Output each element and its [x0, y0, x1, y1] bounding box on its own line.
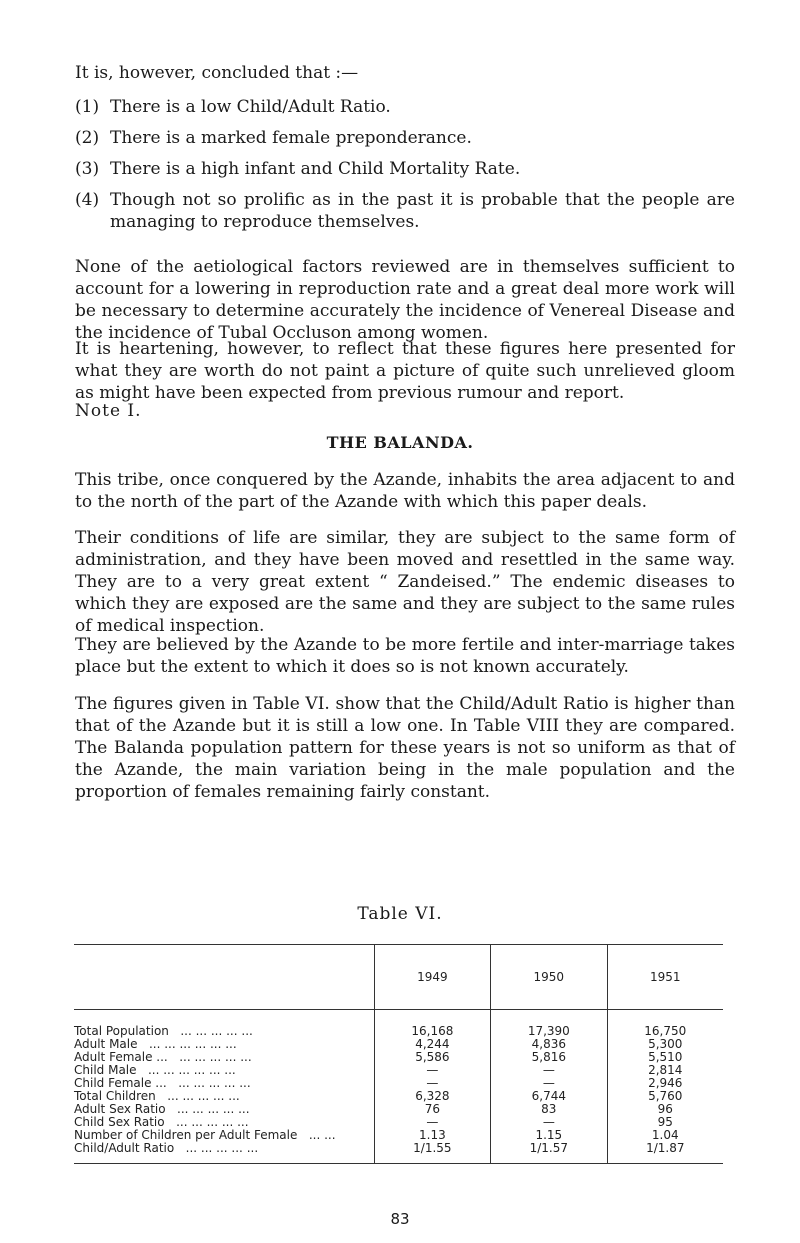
table-cell: 2,814	[607, 1064, 723, 1077]
column-header: 1950	[491, 945, 607, 1010]
row-label-dots: ... ... ... ... ...	[185, 1141, 259, 1155]
list-item-number: (1)	[75, 97, 100, 117]
table-cell: 1.04	[607, 1129, 723, 1142]
list-item-text: There is a low Child/Adult Ratio.	[110, 97, 391, 117]
table-cell: 83	[491, 1103, 607, 1116]
list-item-number: (4)	[75, 190, 100, 210]
row-label	[74, 1010, 374, 1039]
paragraph-heartening: It is heartening, however, to reflect that these figures here presented for what they are worth do not paint a picture of quite such unrelieved gloom as might have been expected from previous rumour and report.	[75, 339, 735, 403]
table-cell: —	[491, 1064, 607, 1077]
list-item-text: Though not so prolific as in the past it is probable that the people are managing to reproduce themselves.	[110, 190, 735, 232]
row-label-text: Adult Female ...	[74, 1050, 168, 1064]
note-heading: Note I.	[75, 401, 142, 421]
table-cell: 5,300	[607, 1038, 723, 1051]
table-cell: 5,510	[607, 1051, 723, 1064]
column-header: 1951	[607, 945, 723, 1010]
table-cell: 5,760	[607, 1090, 723, 1103]
row-label-dots: ... ... ... ... ... ...	[148, 1037, 237, 1051]
section-title: THE BALANDA.	[326, 433, 474, 452]
row-label-text: Number of Children per Adult Female	[74, 1128, 298, 1142]
page-number: 83	[390, 1210, 410, 1228]
table-cell: —	[374, 1116, 490, 1129]
row-label-text: Adult Male	[74, 1037, 138, 1051]
paragraph-tribe: This tribe, once conquered by the Azande, inhabits the area adjacent to and to the north of the part of the Azande with which this paper deals.	[75, 470, 735, 512]
table-cell: 16,750	[607, 1010, 723, 1039]
table-cell: 4,244	[374, 1038, 490, 1051]
list-item	[75, 158, 735, 180]
row-label-dots: ... ... ... ... ...	[178, 1076, 251, 1090]
table-cell: —	[374, 1064, 490, 1077]
row-label-dots: ... ... ... ... ...	[167, 1089, 240, 1103]
list-item	[75, 127, 735, 149]
table-cell: 1/1.57	[491, 1142, 607, 1164]
list-item-number: (2)	[75, 128, 100, 148]
table-cell: 96	[607, 1103, 723, 1116]
row-label-text: Child Female ...	[74, 1076, 167, 1090]
list-item	[75, 96, 735, 118]
table-cell: 95	[607, 1116, 723, 1129]
table-cell: 5,816	[491, 1051, 607, 1064]
table-row	[74, 1010, 723, 1039]
table-cell: 6,328	[374, 1090, 490, 1103]
intro-text: It is, however, concluded that :—	[75, 63, 359, 83]
column-header: 1949	[374, 945, 490, 1010]
table-caption: Table VI.	[357, 904, 443, 924]
table-cell: 6,744	[491, 1090, 607, 1103]
table-cell: 2,946	[607, 1077, 723, 1090]
list-item-text: There is a high infant and Child Mortality Rate.	[110, 159, 521, 179]
list-item	[75, 189, 735, 233]
table-cell: 4,836	[491, 1038, 607, 1051]
paragraph-figures: The figures given in Table VI. show that the Child/Adult Ratio is higher than that of the Azande but it is still a low one. In Table VIII they are compared. The Balanda population pattern for these years is not so uniform as that of the Azande, the main variation being in the male population and the proportion of females remaining fairly constant.	[75, 694, 735, 802]
row-label-dots: ... ... ... ... ...	[179, 1050, 252, 1064]
row-label-dots: ... ... ... ... ...	[177, 1102, 250, 1116]
row-label-text: Adult Sex Ratio	[74, 1102, 166, 1116]
row-label-dots: ... ... ... ... ... ...	[147, 1063, 236, 1077]
row-label-dots: ... ...	[308, 1128, 336, 1142]
population-table	[74, 944, 723, 1164]
paragraph-aetiological: None of the aetiological factors reviewed are in themselves sufficient to account for a lowering in reproduction rate and a great deal more work will be necessary to determine accurately the incidence of Venereal Disease and the incidence of Tubal Occluson among women.	[75, 257, 735, 343]
paragraph-fertility: They are believed by the Azande to be more fertile and inter-marriage takes place but the extent to which it does so is not known accurately.	[75, 635, 735, 677]
table-cell: —	[491, 1077, 607, 1090]
row-label-text: Total Children	[74, 1089, 156, 1103]
table-cell: 1.13	[374, 1129, 490, 1142]
list-item-text: There is a marked female preponderance.	[110, 128, 472, 148]
row-label-dots: ... ... ... ... ...	[180, 1024, 253, 1038]
conclusions-list	[75, 96, 735, 242]
row-label-text: Total Population	[74, 1024, 169, 1038]
table-cell: 76	[374, 1103, 490, 1116]
table-cell: 1.15	[491, 1129, 607, 1142]
paragraph-conditions: Their conditions of life are similar, they are subject to the same form of administration, and they have been moved and resettled in the same way. They are to a very great extent “ Zandeised.” The endemic diseases to which they are exposed are the same and they are subject to the same rules of medical inspection.	[75, 528, 735, 636]
table-header-blank	[74, 945, 374, 1010]
row-label-text: Child/Adult Ratio	[74, 1141, 175, 1155]
table-cell: 17,390	[491, 1010, 607, 1039]
table-cell: —	[491, 1116, 607, 1129]
table-row	[74, 1142, 723, 1164]
table-cell: 1/1.55	[374, 1142, 490, 1164]
table-header-row	[74, 945, 723, 1010]
row-label-text: Child Sex Ratio	[74, 1115, 165, 1129]
table-cell: 16,168	[374, 1010, 490, 1039]
list-item-number: (3)	[75, 159, 100, 179]
row-label	[74, 1142, 374, 1164]
row-label-dots: ... ... ... ... ...	[176, 1115, 249, 1129]
table-cell: —	[374, 1077, 490, 1090]
row-label-text: Child Male	[74, 1063, 137, 1077]
table-cell: 5,586	[374, 1051, 490, 1064]
table-cell: 1/1.87	[607, 1142, 723, 1164]
